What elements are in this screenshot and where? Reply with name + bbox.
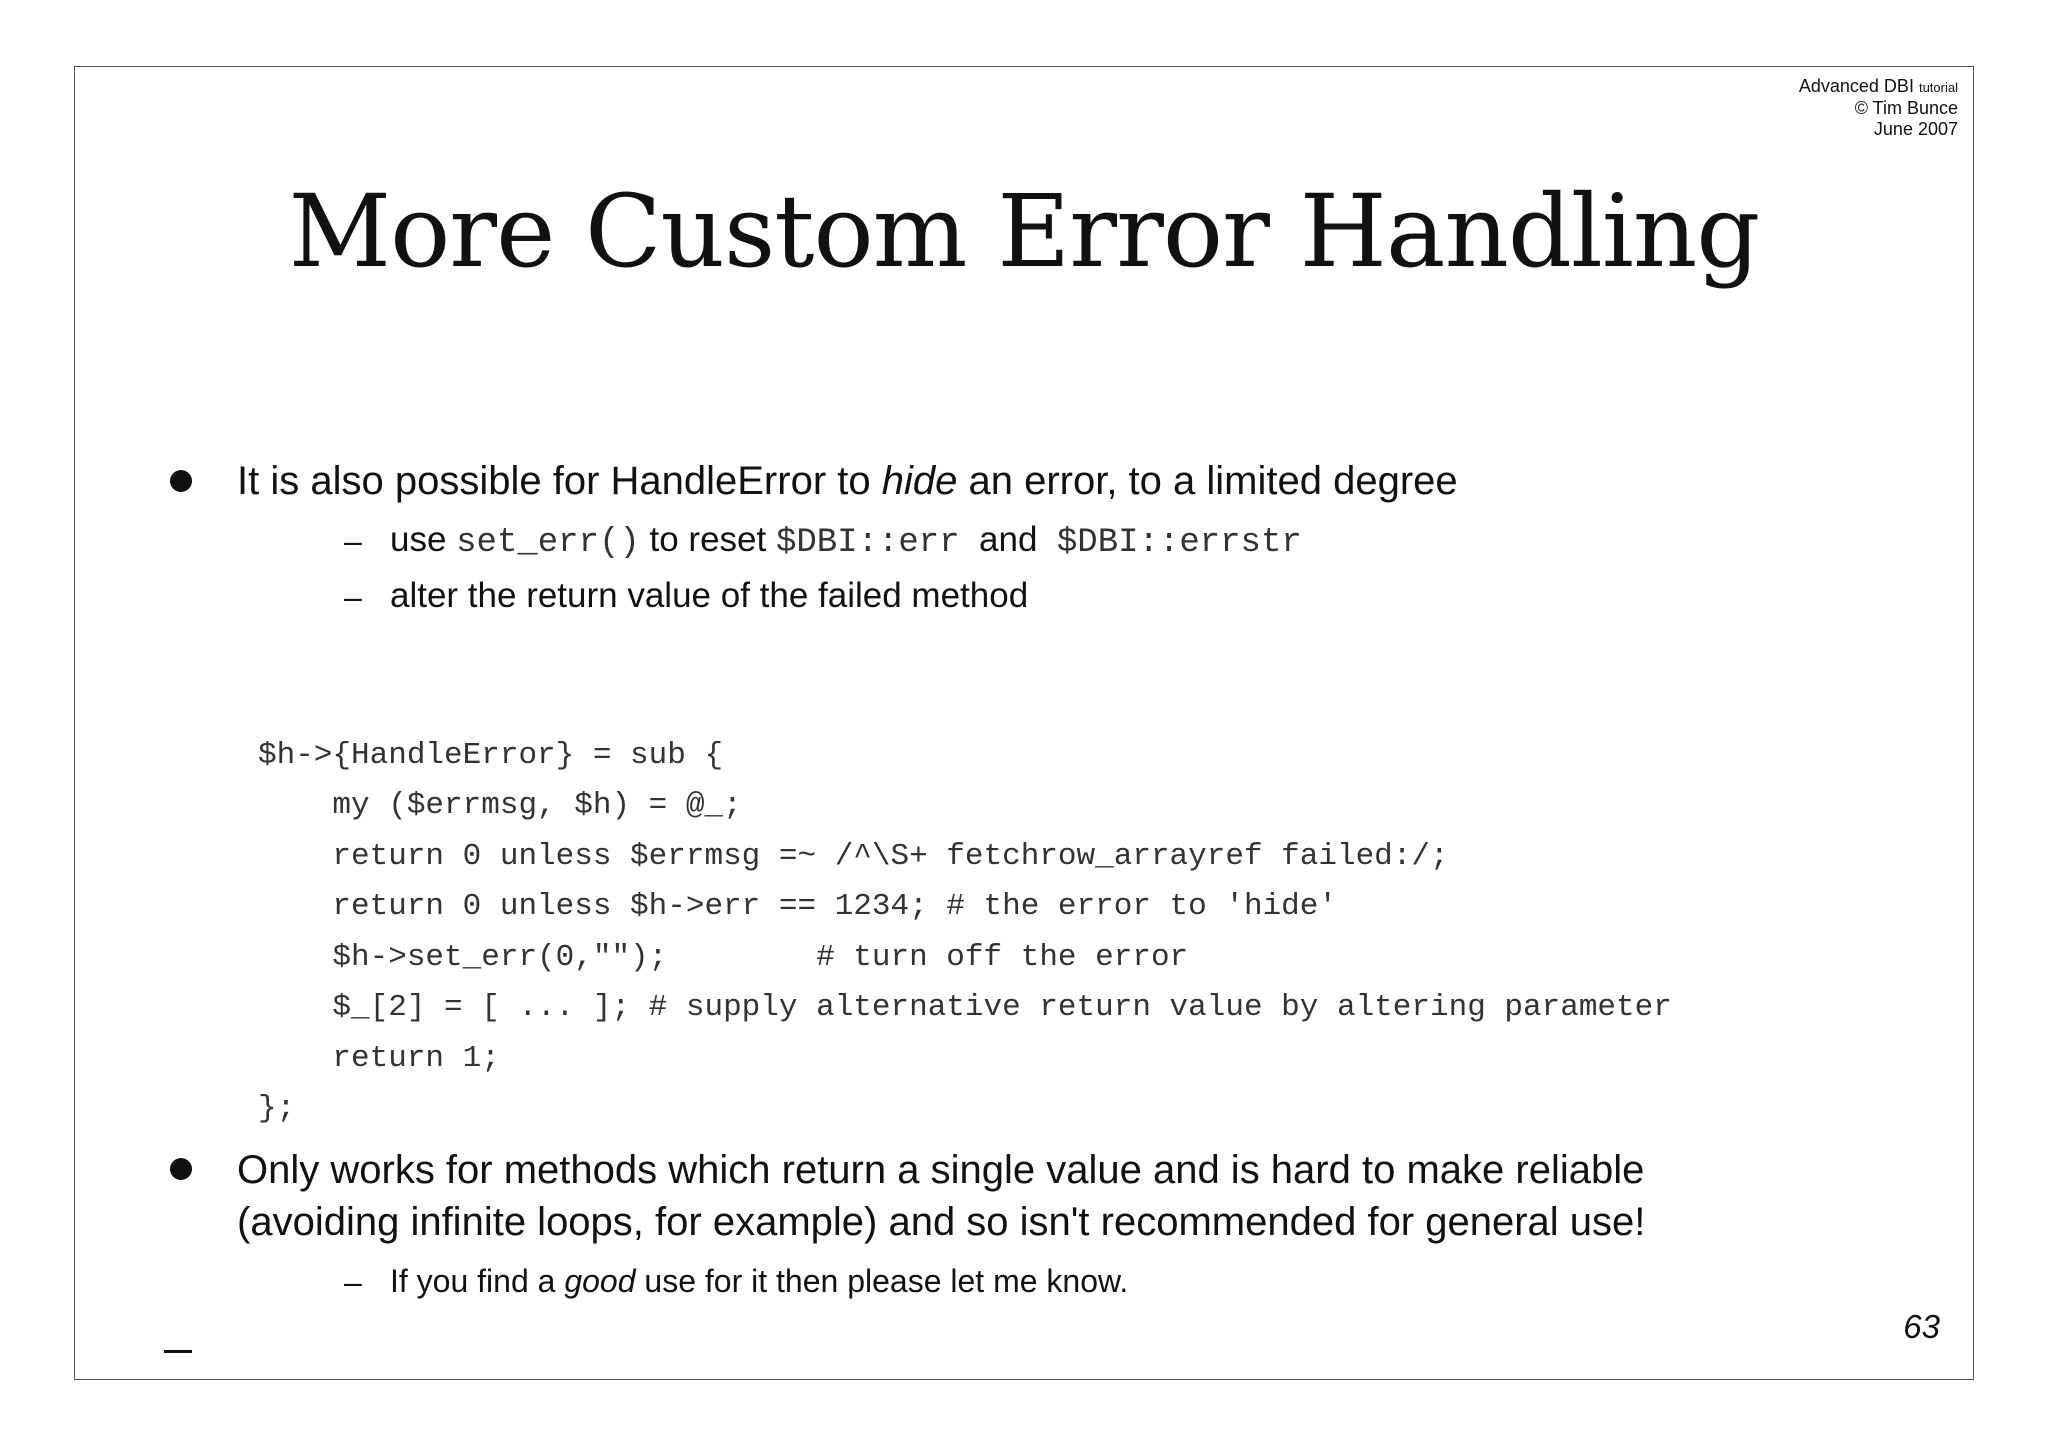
- footer-mark: [164, 1350, 192, 1353]
- sub-bullet-2: alter the return value of the failed method: [390, 576, 1029, 615]
- bullet-dot-2: [170, 1158, 192, 1180]
- header-course-suffix: tutorial: [1918, 80, 1958, 95]
- header-course: Advanced DBI: [1798, 76, 1914, 96]
- sub-bullet-dash-2: –: [344, 579, 362, 615]
- code-line: return 1;: [258, 1040, 500, 1076]
- code-line: return 0 unless $h->err == 1234; # the error to 'hide': [258, 889, 1337, 924]
- bullet-2-line-1: Only works for methods which return a single value and is hard to make reliable: [237, 1148, 1645, 1192]
- bullet-1-text: [237, 455, 1458, 507]
- bullet-2-line-2: (avoiding infinite loops, for example) and so isn't recommended for general use!: [237, 1200, 1646, 1244]
- sub-bullet-3-emphasis: good: [564, 1263, 636, 1299]
- sub-bullet-1-mid: to reset: [639, 520, 776, 559]
- bullet-2-text: [237, 1144, 1645, 1248]
- sub-bullet-1-use: use: [390, 520, 457, 559]
- code-line: };: [258, 1091, 296, 1126]
- sub-bullet-3-start: If you find a: [390, 1263, 565, 1299]
- code-dbi-errstr: $DBI::errstr: [1056, 524, 1302, 562]
- code-line: $h->set_err(0,""); # turn off the error: [258, 939, 1189, 975]
- code-line: $_[2] = [ ... ]; # supply alternative return value by altering parameter: [258, 990, 1672, 1025]
- header-date: June 2007: [1873, 119, 1958, 139]
- code-line: $h->{HandleError} = sub {: [258, 737, 724, 773]
- header-copyright: © Tim Bunce: [1854, 98, 1958, 118]
- sub-bullet-1-and: and: [959, 520, 1057, 559]
- code-set-err: set_err(): [456, 524, 640, 562]
- bullet-1-emphasis: hide: [881, 459, 958, 503]
- header-info: [1799, 76, 1958, 140]
- sub-bullet-3-end: use for it then please let me know.: [635, 1263, 1129, 1299]
- page-number: 63: [1903, 1308, 1940, 1345]
- code-line: return 0 unless $errmsg =~ /^\S+ fetchrow_arrayref failed:/;: [258, 838, 1449, 874]
- bullet-dot-1: [170, 470, 192, 492]
- bullet-1-text-end: an error, to a limited degree: [957, 459, 1458, 503]
- sub-bullet-dash-1: –: [344, 523, 362, 559]
- header-line-1: [1799, 76, 1958, 98]
- code-block: [258, 680, 1672, 1185]
- code-line: my ($errmsg, $h) = @_;: [258, 788, 742, 823]
- sub-bullet-dash-3: –: [344, 1264, 362, 1300]
- sub-bullet-1: [390, 518, 1302, 565]
- sub-bullet-3: [390, 1259, 1128, 1303]
- bullet-1-text-start: It is also possible for HandleError to: [237, 459, 882, 503]
- slide-title: More Custom Error Handling: [288, 173, 1760, 290]
- code-dbi-err: $DBI::err: [775, 524, 960, 562]
